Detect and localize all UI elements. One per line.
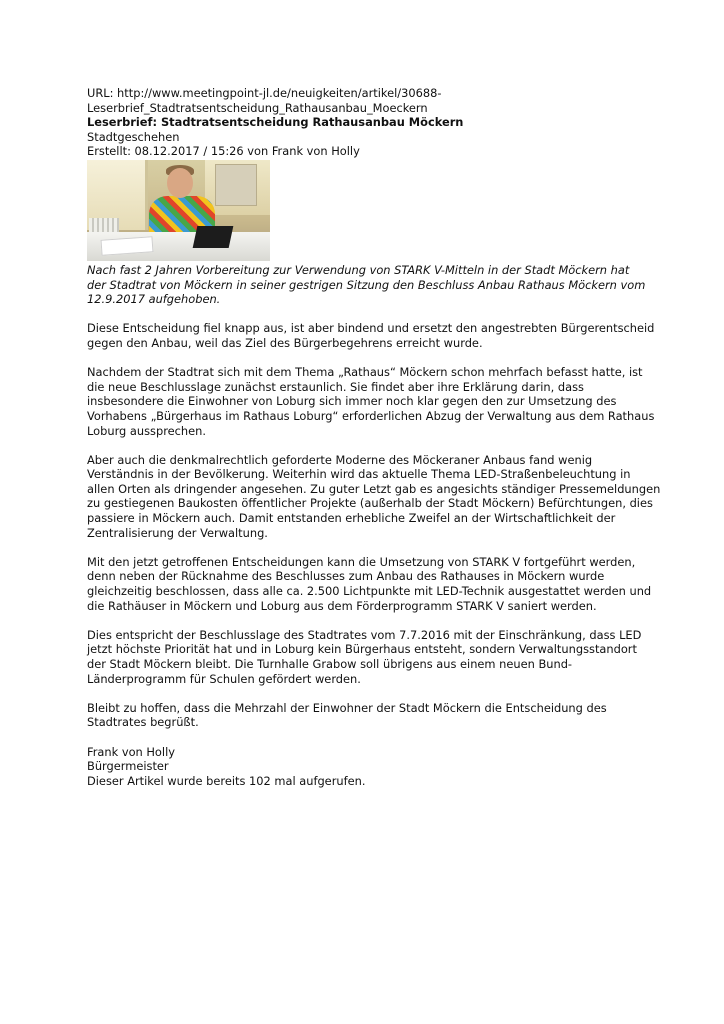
- paragraph-line: zu gestiegenen Baukosten öffentlicher Projekte (außerhalb der Stadt Möckern) Befürchtungen, dies: [87, 496, 653, 511]
- paragraph-6: [87, 701, 647, 730]
- paragraph-line: Länderprogramm für Schulen gefördert werden.: [87, 671, 361, 686]
- paragraph-4: [87, 554, 652, 613]
- lead-line: 12.9.2017 aufgehoben.: [87, 292, 221, 307]
- article-photo: [87, 160, 270, 261]
- paragraph-line: Vorhabens „Bürgerhaus im Rathaus Loburg“ erforderlichen Abzug der Verwaltung aus dem Rathaus: [87, 408, 655, 423]
- article-lead: [87, 263, 647, 307]
- paragraph-line: die Rathäuser in Möckern und Loburg aus dem Förderprogramm STARK V saniert werden.: [87, 598, 597, 613]
- paragraph-line: Zentralisierung der Verwaltung.: [87, 525, 268, 540]
- paragraph-line: gegen den Anbau, weil das Ziel des Bürgerbegehrens erreicht wurde.: [87, 335, 483, 350]
- document-page: [87, 86, 661, 788]
- paragraph-line: Diese Entscheidung fiel knapp aus, ist aber bindend und ersetzt den angestrebten Bürgerentscheid: [87, 321, 655, 336]
- paragraph-line: Bleibt zu hoffen, dass die Mehrzahl der Einwohner der Stadt Möckern die Entscheidung des: [87, 700, 607, 715]
- paragraph-line: Verständnis in der Bevölkerung. Weiterhin wird das aktuelle Thema LED-Straßenbeleuchtung in: [87, 467, 631, 482]
- paragraph-line: passiere in Möckern auch. Damit entstanden erhebliche Zweifel an der Wirtschaftlichkeit der: [87, 511, 616, 526]
- url-line-2: Leserbrief_Stadtratsentscheidung_Rathausanbau_Moeckern: [87, 100, 428, 115]
- article-category: Stadtgeschehen: [87, 129, 180, 144]
- article-title: Leserbrief: Stadtratsentscheidung Rathausanbau Möckern: [87, 115, 464, 130]
- paragraph-line: gleichzeitig beschlossen, dass alle ca. 2.500 Lichtpunkte mit LED-Technik ausgestattet werden und: [87, 584, 652, 599]
- paragraph-5: [87, 628, 647, 686]
- view-count: Dieser Artikel wurde bereits 102 mal aufgerufen.: [87, 773, 366, 788]
- lead-line: Nach fast 2 Jahren Vorbereitung zur Verwendung von STARK V-Mitteln in der Stadt Möckern hat: [87, 262, 630, 277]
- paragraph-line: Dies entspricht der Beschlusslage des Stadtrates vom 7.7.2016 mit der Einschränkung, dass LED: [87, 627, 642, 642]
- paragraph-1: [87, 321, 655, 350]
- paragraph-line: Aber auch die denkmalrechtlich geforderte Moderne des Möckeraner Anbaus fand wenig: [87, 452, 593, 467]
- signature-name: Frank von Holly: [87, 744, 175, 759]
- paragraph-2: [87, 365, 655, 438]
- paragraph-line: insbesondere die Einwohner von Loburg sich immer noch klar gegen den zur Umsetzung des: [87, 394, 617, 409]
- paragraph-line: denn neben der Rücknahme des Beschlusses zum Anbau des Rathauses in Möckern wurde: [87, 569, 605, 584]
- paragraph-line: Mit den jetzt getroffenen Entscheidungen kann die Umsetzung von STARK V fortgeführt werden,: [87, 554, 636, 569]
- paragraph-line: jetzt höchste Priorität hat und in Loburg kein Bürgerhaus entsteht, sondern Verwaltungsstandort: [87, 642, 637, 657]
- url-line-1: URL: http://www.meetingpoint-jl.de/neuigkeiten/artikel/30688-: [87, 86, 442, 100]
- signature-role: Bürgermeister: [87, 759, 169, 774]
- paragraph-line: Stadtrates begrüßt.: [87, 715, 199, 730]
- paragraph-3: [87, 452, 661, 541]
- paragraph-line: allen Orten als dringender angesehen. Zu guter Letzt gab es angesichts ständiger Pressemeldungen: [87, 481, 661, 496]
- article-created: Erstellt: 08.12.2017 / 15:26 von Frank von Holly: [87, 144, 360, 159]
- paragraph-line: die neue Beschlusslage zunächst erstaunlich. Sie findet aber ihre Erklärung darin, dass: [87, 379, 584, 394]
- paragraph-line: Nachdem der Stadtrat sich mit dem Thema „Rathaus“ Möckern schon mehrfach befasst hatte, ist: [87, 365, 643, 380]
- paragraph-line: der Stadt Möckern bleibt. Die Turnhalle Grabow soll übrigens aus einem neuen Bund-: [87, 657, 573, 671]
- lead-line: der Stadtrat von Möckern in seiner gestrigen Sitzung den Beschluss Anbau Rathaus Möckern vom: [87, 277, 646, 292]
- paragraph-line: Loburg aussprechen.: [87, 423, 206, 438]
